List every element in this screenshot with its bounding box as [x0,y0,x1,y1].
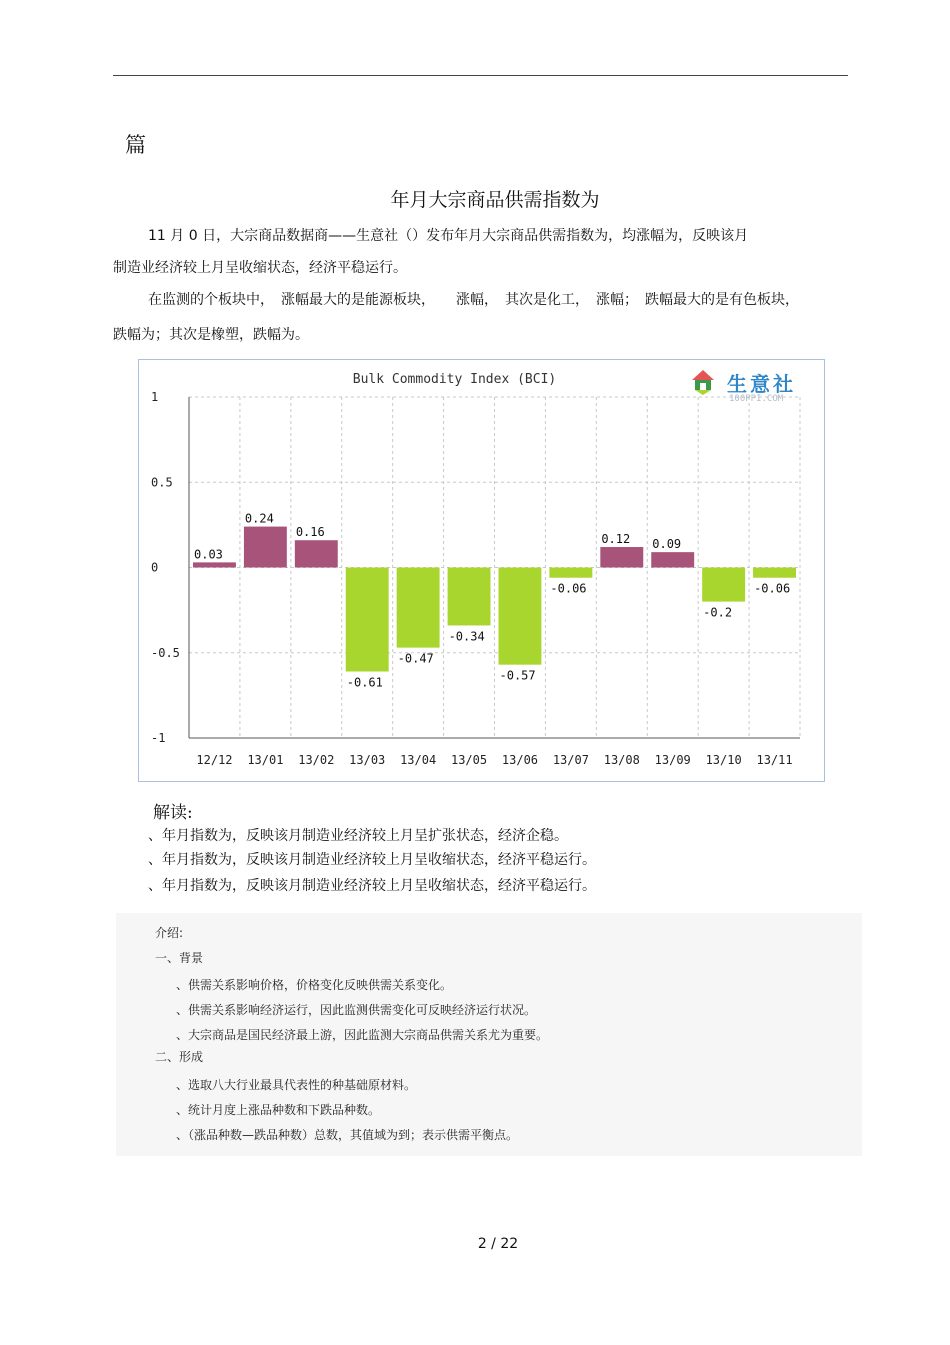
x-tick-label: 13/02 [298,753,335,767]
y-tick-label: 0 [151,560,159,575]
y-tick-label: 0.5 [151,475,173,490]
analysis-item: 、年月指数为，反映该月制造业经济较上月呈收缩状态，经济平稳运行。 [148,852,596,868]
intro-section-1: 一、背景 [155,951,204,965]
x-tick-label: 13/09 [654,753,691,767]
bci-chart [138,359,825,782]
data-label: 0.24 [244,511,274,526]
bar [549,568,592,578]
data-label: -0.06 [754,581,791,596]
x-tick-label: 12/12 [196,753,233,767]
intro-item: 、大宗商品是国民经济最上游，因此监测大宗商品供需关系尤为重要。 [176,1028,549,1042]
header-rule [113,75,848,76]
analysis-item: 、年月指数为，反映该月制造业经济较上月呈收缩状态，经济平稳运行。 [148,878,596,894]
data-label: 0.03 [194,547,223,562]
analysis-item: 、年月指数为，反映该月制造业经济较上月呈扩张状态，经济企稳。 [148,828,568,844]
analysis-title: 解读: [153,803,193,823]
x-tick-label: 13/10 [705,753,742,767]
data-label: -0.34 [448,629,485,644]
intro-box [116,913,862,1156]
logo-subtext: 100PPI.COM [729,394,784,404]
bar [600,547,643,567]
bar [346,568,389,672]
x-tick-label: 13/07 [552,753,589,767]
bar [295,540,338,567]
data-label: -0.47 [397,651,434,666]
intro-heading: 介绍: [155,926,184,940]
bar [702,568,745,602]
bar [448,568,491,626]
x-tick-label: 13/04 [400,753,437,767]
x-tick-label: 13/03 [349,753,386,767]
house-logo-icon [691,368,715,396]
bar [193,562,236,567]
logo [691,368,811,408]
data-label: -0.06 [550,581,587,596]
data-label: 0.16 [295,525,325,540]
x-tick-label: 13/06 [501,753,539,767]
x-tick-label: 13/11 [756,753,793,767]
data-label: -0.57 [499,668,536,683]
data-label: -0.61 [346,675,383,690]
chart-title: Bulk Commodity Index (BCI) [352,372,557,387]
data-label: 0.09 [652,537,682,552]
logo-text: 生意社 [727,372,796,396]
x-tick-label: 13/05 [450,753,488,767]
paragraph-1-line-2: 制造业经济较上月呈收缩状态，经济平稳运行。 [113,260,407,276]
y-tick-label: -1 [151,731,166,745]
article-title: 年月大宗商品供需指数为 [390,189,600,211]
intro-item: 、供需关系影响价格，价格变化反映供需关系变化。 [176,978,453,992]
x-tick-label: 13/01 [247,753,284,767]
y-tick-label: -0.5 [151,645,180,660]
paragraph-1-line-1: 11 月 0 日，大宗商品数据商——生意社（）发布年月大宗商品供需指数为，均涨幅为，反映该月 [148,228,749,244]
data-label: -0.2 [703,605,733,620]
paragraph-2-line-2: 跌幅为；其次是橡塑，跌幅为。 [113,327,309,343]
bar [753,568,796,578]
x-tick-label: 13/08 [603,753,640,767]
intro-item: 、统计月度上涨品种数和下跌品种数。 [176,1103,381,1117]
bar [244,527,287,568]
intro-item: 、供需关系影响经济运行，因此监测供需变化可反映经济运行状况。 [176,1003,537,1017]
bci-chart-svg [139,360,824,781]
intro-section-2: 二、形成 [155,1050,204,1064]
bar [651,552,694,567]
bar [397,568,440,648]
page-number: 2 / 22 [477,1236,519,1252]
y-tick-label: 1 [151,390,159,404]
intro-item: 、选取八大行业最具代表性的种基础原材料。 [176,1078,417,1092]
paragraph-2-line-1: 在监测的个板块中， 涨幅最大的是能源板块， 涨幅， 其次是化工， 涨幅； 跌幅最大的是有色板块， [148,292,799,308]
header-tag: 篇 [125,133,146,157]
bar [499,568,542,665]
data-label: 0.12 [601,532,631,547]
intro-item: 、（涨品种数—跌品种数）总数，其值域为到；表示供需平衡点。 [176,1128,519,1142]
